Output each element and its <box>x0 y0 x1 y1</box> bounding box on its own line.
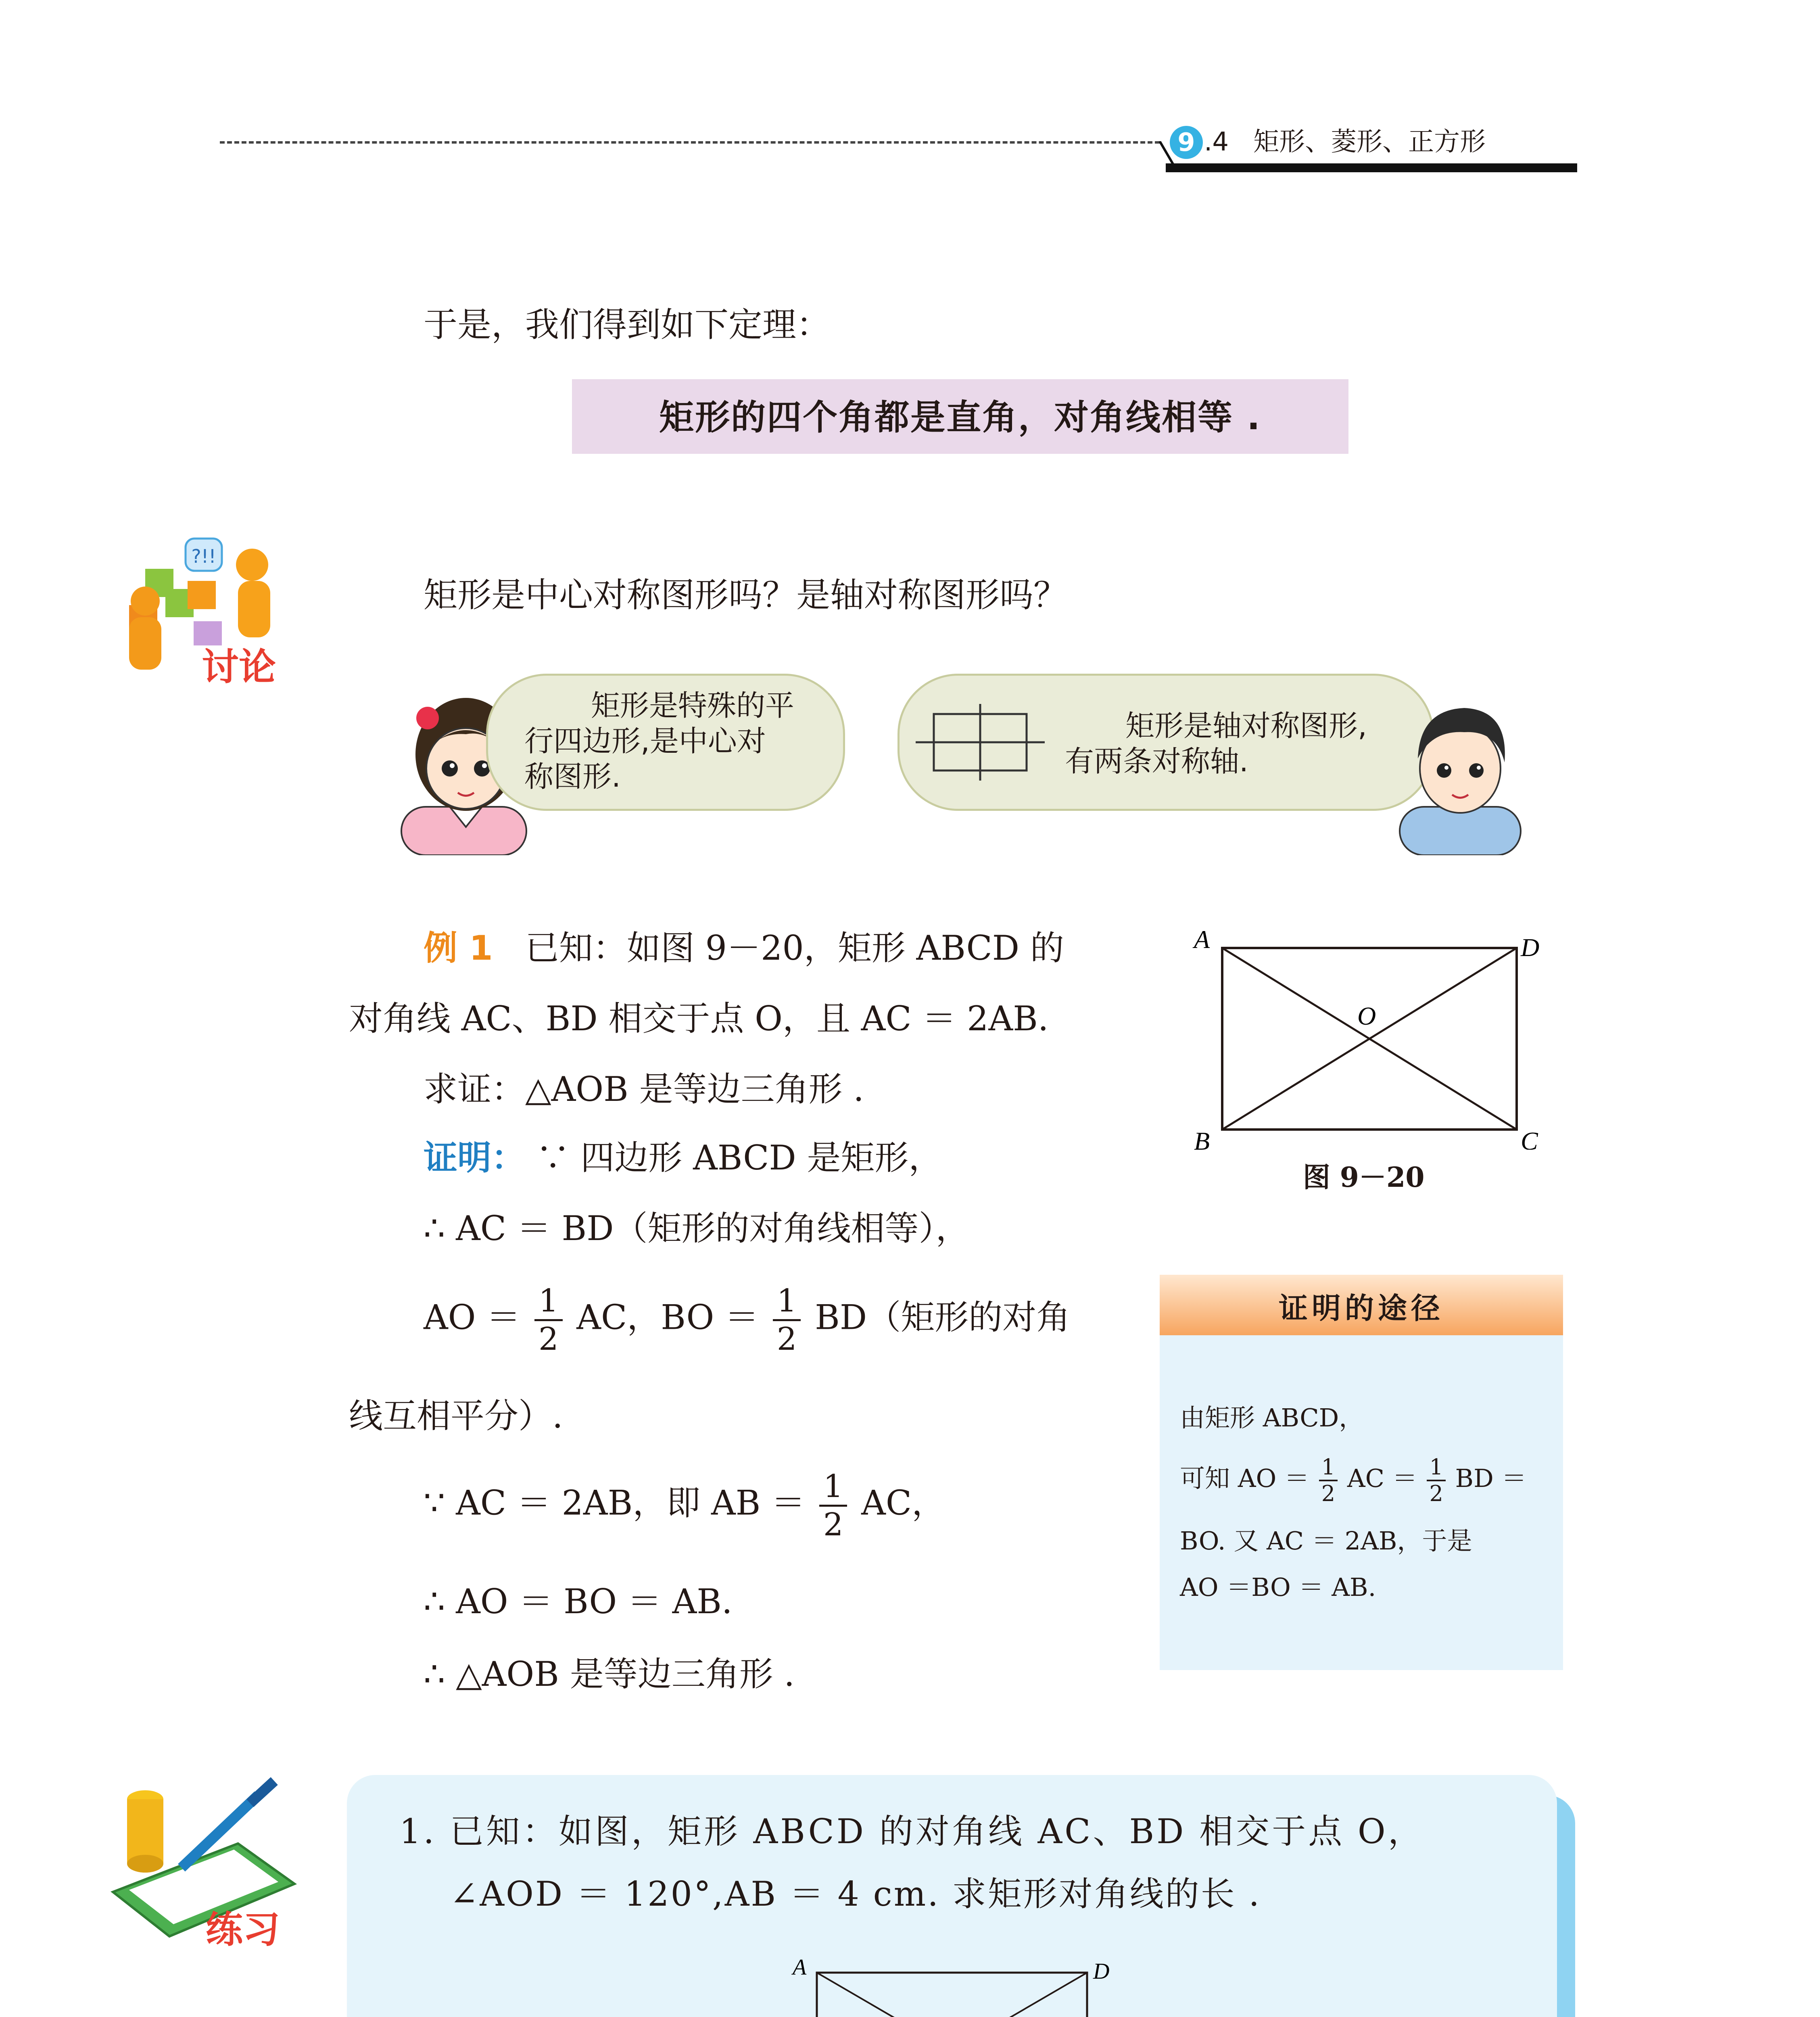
aside-text: BD ＝ <box>1455 1464 1527 1493</box>
fraction-half <box>1319 1455 1338 1506</box>
fraction-half <box>819 1468 847 1543</box>
header-rule <box>1166 163 1577 172</box>
proof-text: BD（矩形的对角 <box>815 1297 1071 1337</box>
practice-figure <box>781 1952 1127 2017</box>
fraction-numerator: 1 <box>1319 1455 1338 1481</box>
proof-step: ∵ 四边形 ABCD 是矩形， <box>536 1138 943 1178</box>
example-line-2: 对角线 AC、BD 相交于点 O，且 AC ＝ 2AB. <box>349 999 1049 1038</box>
vertex-label-o: O <box>1357 1002 1376 1030</box>
fraction-half <box>534 1283 563 1357</box>
proof-text: AC，BO ＝ <box>576 1297 759 1337</box>
rectangle-axes-sketch <box>916 702 1049 783</box>
section-title <box>1204 121 1486 158</box>
fraction-numerator: 1 <box>819 1468 847 1507</box>
fraction-denominator: 2 <box>1321 1480 1336 1506</box>
fraction-half <box>773 1283 801 1357</box>
proof-line-6: ∴ AO ＝ BO ＝ AB. <box>424 1582 733 1621</box>
boy-speech-line: 矩形是轴对称图形, <box>1125 709 1367 743</box>
aside-text: AC ＝ <box>1347 1464 1417 1493</box>
vertex-label-a: A <box>1194 925 1210 954</box>
proof-label: 证明： <box>424 1138 526 1178</box>
fraction-denominator: 2 <box>1429 1480 1443 1506</box>
vertex-label-b: B <box>1194 1127 1210 1150</box>
aside-line-4: AO ＝BO ＝ AB. <box>1180 1572 1376 1602</box>
theorem-text: 矩形的四个角都是直角，对角线相等 . <box>659 397 1261 438</box>
header-dashed-rule <box>220 141 1160 144</box>
proof-line-5 <box>424 1468 945 1543</box>
fraction-denominator: 2 <box>538 1321 559 1357</box>
proof-text: AO ＝ <box>424 1297 521 1337</box>
discussion-label: 讨论 <box>202 645 276 689</box>
boy-speech-text <box>1065 708 1420 779</box>
vertex-label-c: C <box>1521 1127 1538 1150</box>
boy-illustration <box>1392 686 1529 855</box>
example-prove: 求证：△AOB 是等边三角形 . <box>424 1069 864 1109</box>
proof-text: AC， <box>861 1483 946 1523</box>
example-label: 例 1 <box>424 928 493 968</box>
girl-speech-line: 称图形. <box>524 760 621 793</box>
example-given: 已知：如图 9－20，矩形 ABCD 的 <box>525 928 1064 968</box>
fraction-numerator: 1 <box>1427 1455 1445 1481</box>
vertex-label-d: D <box>1521 933 1540 962</box>
vertex-label-d: D <box>1093 1959 1110 1984</box>
section-suffix: .4 <box>1204 127 1229 157</box>
fraction-numerator: 1 <box>773 1283 801 1321</box>
proof-line-3 <box>424 1283 1070 1357</box>
girl-speech-line: 矩形是特殊的平 <box>591 689 795 722</box>
proof-line-7: ∴ △AOB 是等边三角形 . <box>424 1654 795 1694</box>
proof-line-2: ∴ AC ＝ BD（矩形的对角线相等）， <box>424 1209 970 1248</box>
discussion-badge: ?!! <box>191 545 216 567</box>
aside-line-3: BO. 又 AC ＝ 2AB，于是 <box>1180 1526 1472 1556</box>
boy-speech-line: 有两条对称轴. <box>1065 744 1248 778</box>
aside-line-2 <box>1180 1454 1527 1506</box>
proof-line-1 <box>424 1138 942 1178</box>
aside-line-1: 由矩形 ABCD， <box>1180 1403 1364 1432</box>
figure-9-20 <box>1178 924 1561 1150</box>
fraction-half <box>1427 1455 1445 1506</box>
section-number-badge: 9 <box>1170 126 1203 159</box>
section-title-text: 矩形、菱形、正方形 <box>1253 127 1486 157</box>
proof-text: ∵ AC ＝ 2AB，即 AB ＝ <box>424 1483 806 1523</box>
girl-speech-line: 行四边形,是中心对 <box>524 724 766 758</box>
aside-title: 证明的途径 <box>1278 1291 1444 1325</box>
fraction-denominator: 2 <box>776 1321 797 1357</box>
fraction-denominator: 2 <box>823 1507 843 1543</box>
aside-text: 可知 AO ＝ <box>1180 1464 1310 1493</box>
example-line-1 <box>424 928 1064 968</box>
practice-label: 练习 <box>206 1908 280 1951</box>
practice-item-1-line-1: 1. 已知：如图，矩形 ABCD 的对角线 AC、BD 相交于点 O， <box>399 1812 1424 1851</box>
figure-caption: 图 9－20 <box>1303 1161 1425 1194</box>
intro-text: 于是，我们得到如下定理： <box>424 305 831 345</box>
proof-line-4: 线互相平分）. <box>349 1396 563 1436</box>
girl-speech-text <box>524 688 815 794</box>
vertex-label-a: A <box>793 1955 807 1980</box>
practice-item-1-line-2: ∠AOD ＝ 120°,AB ＝ 4 cm. 求矩形对角线的长 . <box>450 1874 1261 1914</box>
discussion-question: 矩形是中心对称图形吗？是轴对称图形吗？ <box>424 575 1068 615</box>
fraction-numerator: 1 <box>534 1283 563 1321</box>
